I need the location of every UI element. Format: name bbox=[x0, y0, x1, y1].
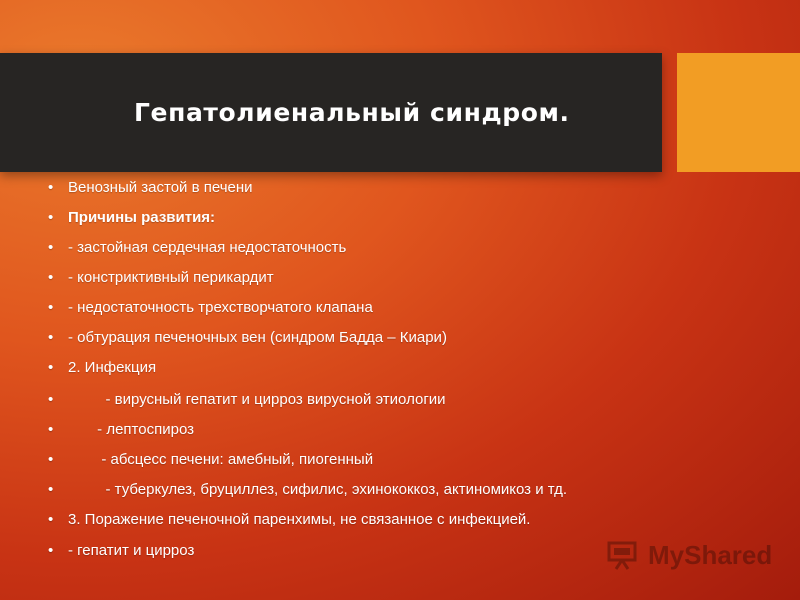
bullet-icon: • bbox=[48, 359, 54, 376]
slide-title: Гепатолиенальный синдром. bbox=[134, 98, 570, 127]
list-item bbox=[48, 268, 274, 288]
list-item bbox=[48, 480, 567, 500]
bullet-icon: • bbox=[48, 269, 54, 286]
watermark bbox=[606, 540, 773, 570]
bullet-icon: • bbox=[48, 542, 54, 559]
bullet-icon: • bbox=[48, 329, 54, 346]
list-item bbox=[48, 420, 194, 440]
list-item bbox=[48, 208, 215, 228]
bullet-text: 3. Поражение печеночной паренхимы, не связанное с инфекцией. bbox=[68, 511, 531, 528]
bullet-text: - застойная сердечная недостаточность bbox=[68, 239, 347, 256]
bullet-text: - констриктивный перикардит bbox=[68, 269, 274, 286]
bullet-icon: • bbox=[48, 239, 54, 256]
bullet-icon: • bbox=[48, 391, 54, 408]
bullet-icon: • bbox=[48, 511, 54, 528]
bullet-text: - вирусный гепатит и цирроз вирусной этиологии bbox=[68, 391, 446, 408]
list-item bbox=[48, 541, 194, 561]
list-item bbox=[48, 358, 156, 378]
bullet-text: - лептоспироз bbox=[68, 421, 194, 438]
presentation-icon bbox=[606, 540, 642, 570]
bullet-icon: • bbox=[48, 299, 54, 316]
bullet-text: - обтурация печеночных вен (синдром Бадда – Киари) bbox=[68, 329, 447, 346]
list-item bbox=[48, 390, 446, 410]
bullet-text: Причины развития: bbox=[68, 209, 216, 226]
bullet-icon: • bbox=[48, 451, 54, 468]
list-item bbox=[48, 298, 373, 318]
bullet-text: - гепатит и цирроз bbox=[68, 542, 195, 559]
bullet-icon: • bbox=[48, 179, 54, 196]
bullet-icon: • bbox=[48, 481, 54, 498]
bullet-icon: • bbox=[48, 421, 54, 438]
bullet-text: Венозный застой в печени bbox=[68, 179, 253, 196]
list-item bbox=[48, 238, 346, 258]
bullet-text: 2. Инфекция bbox=[68, 359, 157, 376]
bullet-text: - недостаточность трехстворчатого клапана bbox=[68, 299, 373, 316]
bullet-text: - абсцесс печени: амебный, пиогенный bbox=[68, 451, 374, 468]
bullet-text: - туберкулез, бруциллез, сифилис, эхинококкоз, актиномикоз и тд. bbox=[68, 481, 568, 498]
list-item bbox=[48, 510, 530, 530]
list-item bbox=[48, 178, 253, 198]
bullet-icon: • bbox=[48, 209, 54, 226]
list-item bbox=[48, 328, 447, 348]
list-item bbox=[48, 450, 373, 470]
watermark-text: MyShared bbox=[648, 540, 773, 570]
